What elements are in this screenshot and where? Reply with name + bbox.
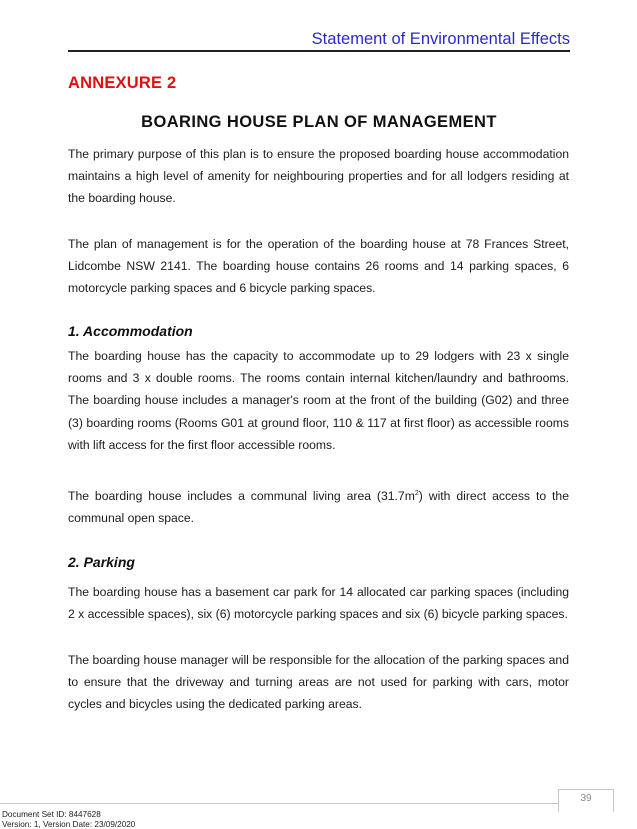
accommodation-paragraph-capacity: The boarding house has the capacity to accommodate up to 29 lodgers with 23 x single rooms and 3 x double rooms. The rooms contain internal kitchen/laundry and bathrooms. The boarding house includes a manager's room at the front of the building (G02) and three (3) boarding rooms (Rooms G01 at ground floor, 110 & 117 at first floor) as accessible rooms with lift access for the first floor accessible rooms. (68, 349, 569, 452)
section-heading-accommodation: 1. Accommodation (68, 323, 193, 339)
section-heading-parking: 2. Parking (68, 554, 135, 570)
document-set-id: Document Set ID: 8447628 (2, 810, 101, 819)
page-title: BOARING HOUSE PLAN OF MANAGEMENT (141, 113, 497, 131)
living-area-text-continued: ) with direct access to the communal open space. (68, 489, 569, 526)
page-number: 39 (580, 793, 592, 804)
intro-paragraph-purpose: The primary purpose of this plan is to ensure the proposed boarding house accommodation maintains a high level of amenity for neighbouring properties and for all lodgers residing at the boarding house. (68, 147, 569, 206)
squared-superscript: 2 (414, 489, 419, 497)
document-version: Version: 1, Version Date: 23/09/2020 (2, 820, 136, 829)
intro-paragraph-location: The plan of management is for the operation of the boarding house at 78 Frances Street, Lidcombe NSW 2141. The boarding house contains 26 rooms and 14 parking spaces, 6 motorcycle parking spaces and 6 bicycle parking spaces. (68, 237, 569, 296)
parking-paragraph-manager: The boarding house manager will be responsible for the allocation of the parking spaces and to ensure that the driveway and turning areas are not used for parking with cars, motor cycles and bicycles using the dedicated parking areas. (68, 653, 569, 712)
living-area-text: The boarding house includes a communal living area (31.7m (68, 489, 415, 503)
parking-paragraph-spaces: The boarding house has a basement car park for 14 allocated car parking spaces (including 2 x accessible spaces), six (6) motorcycle parking spaces and six (6) bicycle parking spaces. (68, 585, 569, 622)
header-divider (68, 50, 570, 52)
footer-divider (0, 803, 558, 804)
accommodation-paragraph-living-area (68, 485, 569, 529)
annexure-label: ANNEXURE 2 (68, 74, 177, 92)
document-header-title: Statement of Environmental Effects (311, 30, 570, 48)
page-number-box (558, 789, 614, 812)
